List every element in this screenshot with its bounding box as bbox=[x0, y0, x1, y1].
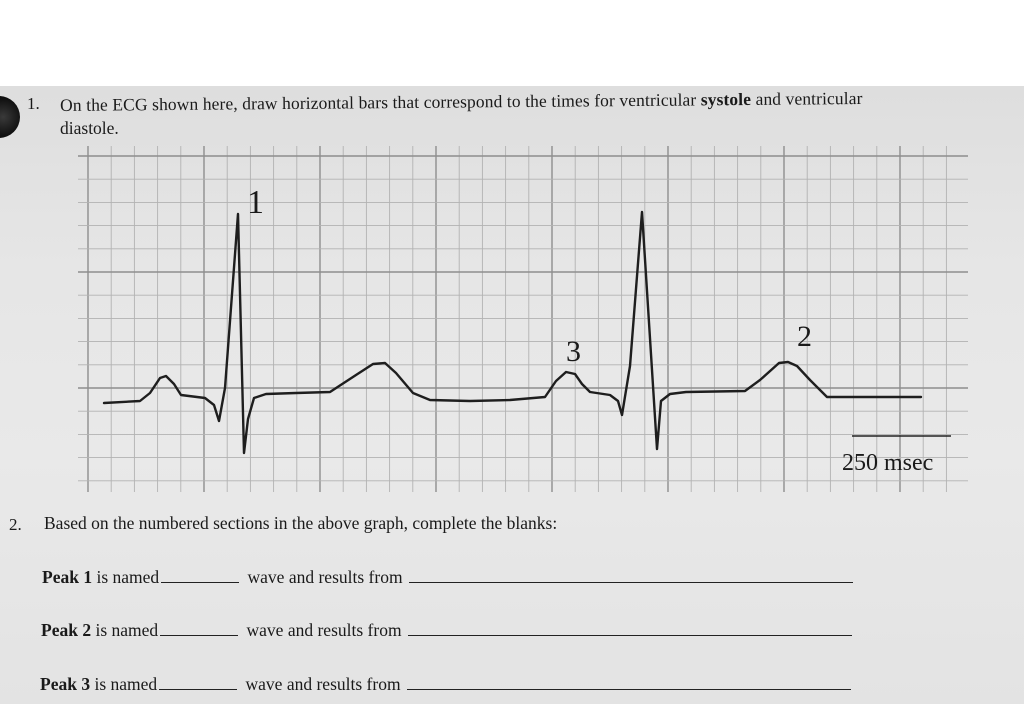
peak-row-1 bbox=[42, 566, 853, 588]
peak-3-wave-text: wave and results from bbox=[245, 674, 401, 694]
peak-row-3 bbox=[40, 673, 851, 695]
peak-3-named: is named bbox=[94, 674, 158, 694]
peak-2-number: 2 bbox=[82, 620, 92, 640]
peak-1-number: 1 bbox=[83, 567, 93, 587]
peak-2-word: Peak bbox=[41, 620, 78, 640]
peak-1-word: Peak bbox=[42, 567, 79, 587]
peak-row-2 bbox=[41, 619, 852, 641]
systole-term: systole bbox=[700, 88, 752, 110]
peak-label-2: 2 bbox=[797, 320, 812, 353]
peak-3-word: Peak bbox=[40, 674, 77, 694]
peak-label-3: 3 bbox=[566, 335, 581, 368]
question-1-text-part1: On the ECG shown here, draw horizontal bars that correspond to the times for ventricular bbox=[60, 89, 697, 115]
peak-3-name-blank[interactable] bbox=[159, 673, 237, 690]
question-1-number: 1. bbox=[27, 94, 40, 113]
question-1-text-part2: and ventricular bbox=[755, 87, 863, 109]
peak-1-name-blank[interactable] bbox=[161, 566, 239, 583]
peak-label-1: 1 bbox=[247, 184, 264, 221]
ecg-grid bbox=[78, 146, 968, 492]
peak-2-named: is named bbox=[95, 620, 159, 640]
scale-bar-label: 250 msec bbox=[842, 450, 934, 476]
peak-1-named: is named bbox=[96, 567, 160, 587]
peak-2-name-blank[interactable] bbox=[160, 619, 238, 636]
question-2-number: 2. bbox=[9, 515, 22, 534]
diastole-term: diastole. bbox=[60, 118, 119, 138]
peak-2-wave-text: wave and results from bbox=[246, 620, 402, 640]
peak-1-wave-text: wave and results from bbox=[247, 567, 403, 587]
peak-3-origin-blank[interactable] bbox=[407, 673, 851, 690]
question-2-text: Based on the numbered sections in the above graph, complete the blanks: bbox=[44, 513, 558, 533]
peak-2-origin-blank[interactable] bbox=[408, 619, 852, 636]
peak-1-origin-blank[interactable] bbox=[409, 566, 853, 583]
peak-3-number: 3 bbox=[81, 674, 91, 694]
